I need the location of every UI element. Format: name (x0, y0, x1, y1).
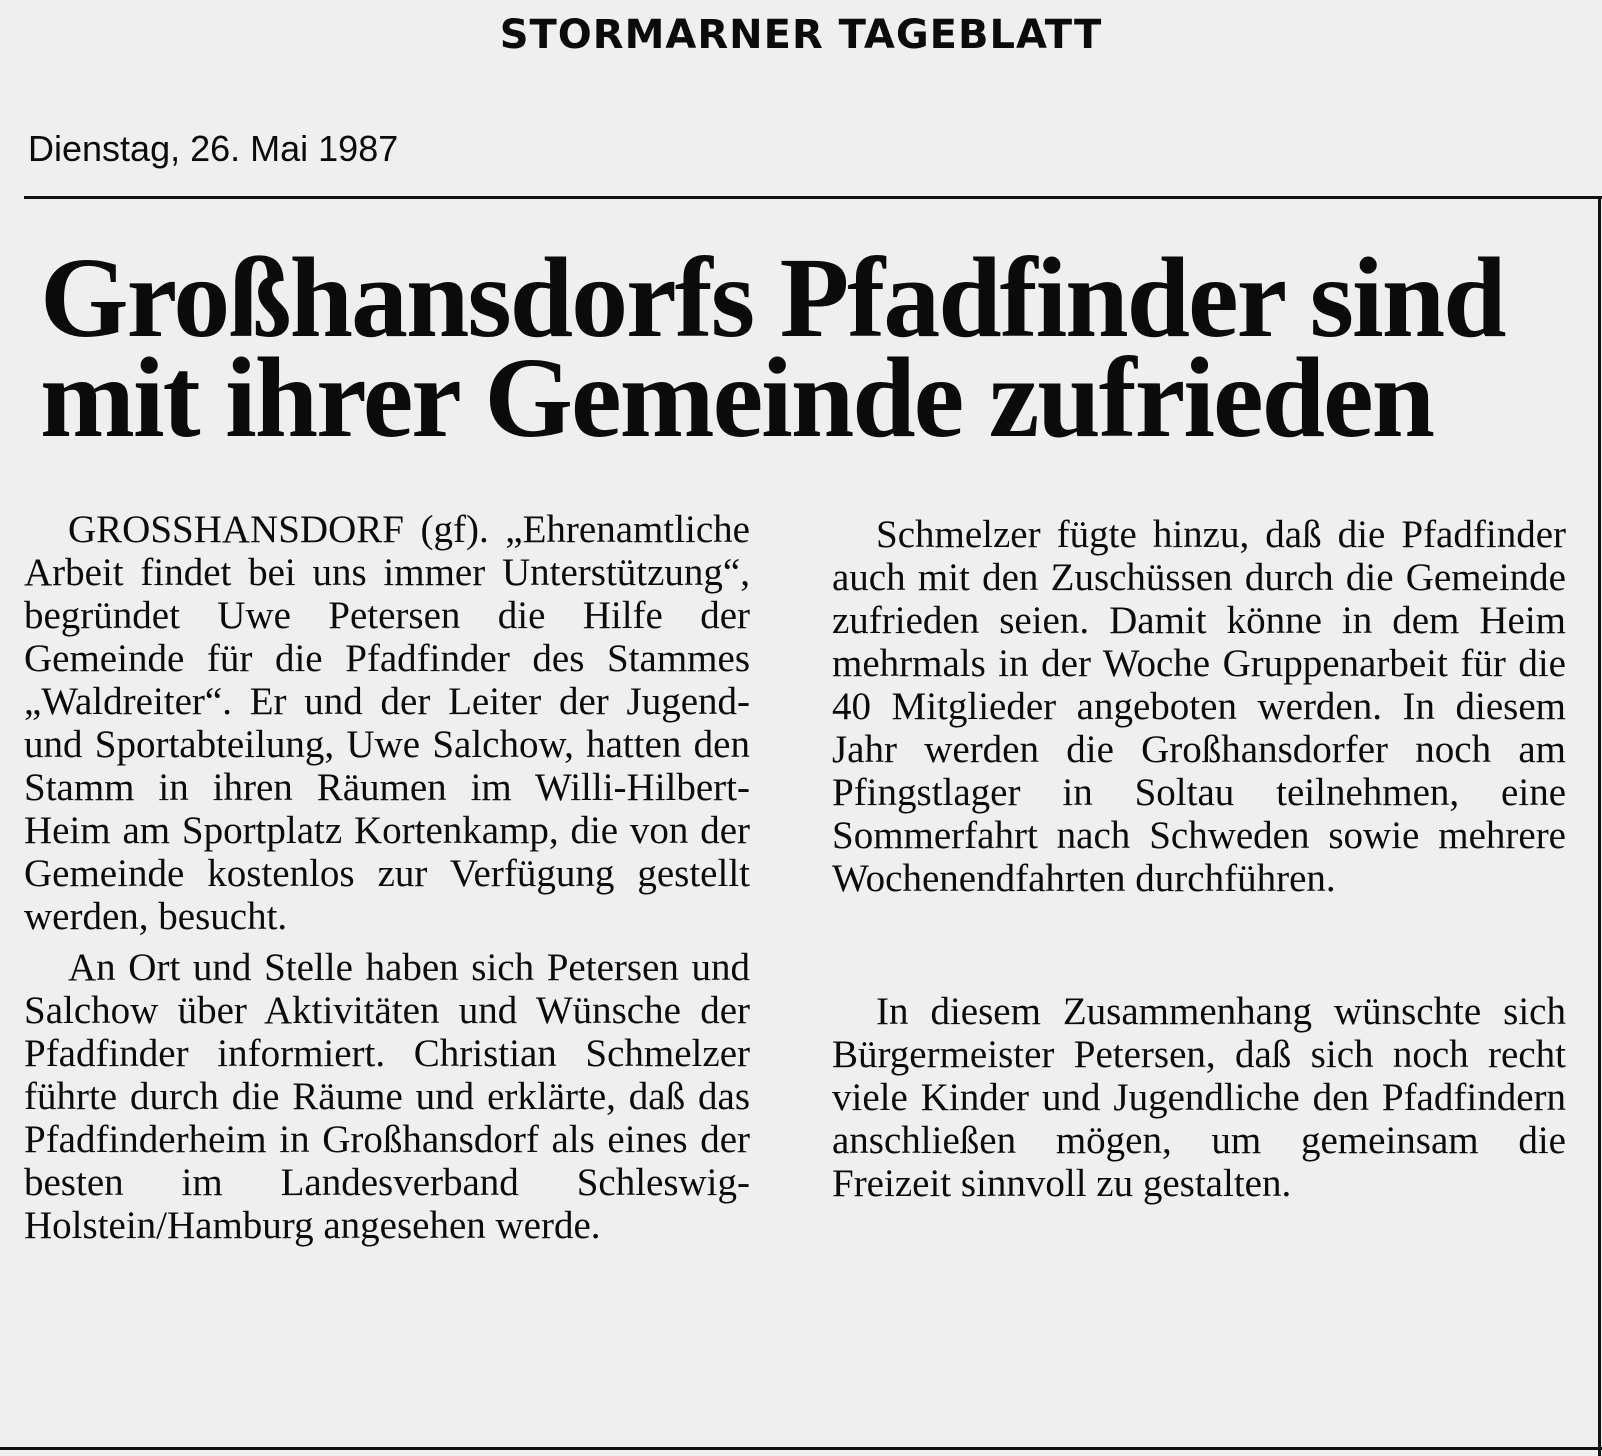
headline-line-1: Großhansdorfs Pfadfinder sind (40, 234, 1505, 361)
publication-date: Dienstag, 26. Mai 1987 (28, 128, 399, 169)
top-rule (24, 196, 1602, 199)
newspaper-name: STORMARNER TAGEBLATT (499, 12, 1103, 58)
left-column (24, 508, 750, 1247)
article-headline (40, 234, 1570, 461)
left-paragraph-2: An Ort und Stelle haben sich Petersen und Salchow über Aktivitäten und Wünsche der Pfadfinder informiert. Christian Schmelzer führte durch die Räume und erklärte, daß das Pfadfinderheim in Großhansdorf als eines der besten im Landesverband Schleswig-Holstein/Hamburg angesehen werde. (24, 946, 750, 1247)
right-paragraph-1: Schmelzer fügte hinzu, daß die Pfadfinder auch mit den Zuschüssen durch die Gemeinde zufrieden seien. Damit könne in dem Heim mehrmals in der Woche Gruppenarbeit für die 40 Mitglieder angeboten werden. In diesem Jahr werden die Großhansdorfer noch am Pfingstlager in Soltau teilnehmen, eine Sommerfahrt nach Schweden sowie mehrere Wochenendfahrten durchführen. (832, 513, 1566, 900)
right-column (832, 513, 1566, 1205)
bottom-rule (0, 1447, 1602, 1450)
headline-line-2: mit ihrer Gemeinde zufrieden (40, 334, 1433, 461)
right-paragraph-2: In diesem Zusammenhang wünschte sich Bürgermeister Petersen, daß sich noch recht viele Kinder und Jugendliche den Pfadfindern anschließen mögen, um gemeinsam die Freizeit sinnvoll zu gestalten. (832, 990, 1566, 1205)
left-paragraph-1: GROSSHANSDORF (gf). „Ehrenamtliche Arbeit findet bei uns immer Unterstützung“, begründet Uwe Petersen die Hilfe der Gemeinde für die Pfadfinder des Stammes „Waldreiter“. Er und der Leiter der Jugend- und Sportabteilung, Uwe Salchow, hatten den Stamm in ihren Räumen im Willi-Hilbert-Heim am Sportplatz Kortenkamp, die von der Gemeinde kostenlos zur Verfügung gestellt werden, besucht. (24, 508, 750, 938)
right-rule (1598, 196, 1601, 1456)
